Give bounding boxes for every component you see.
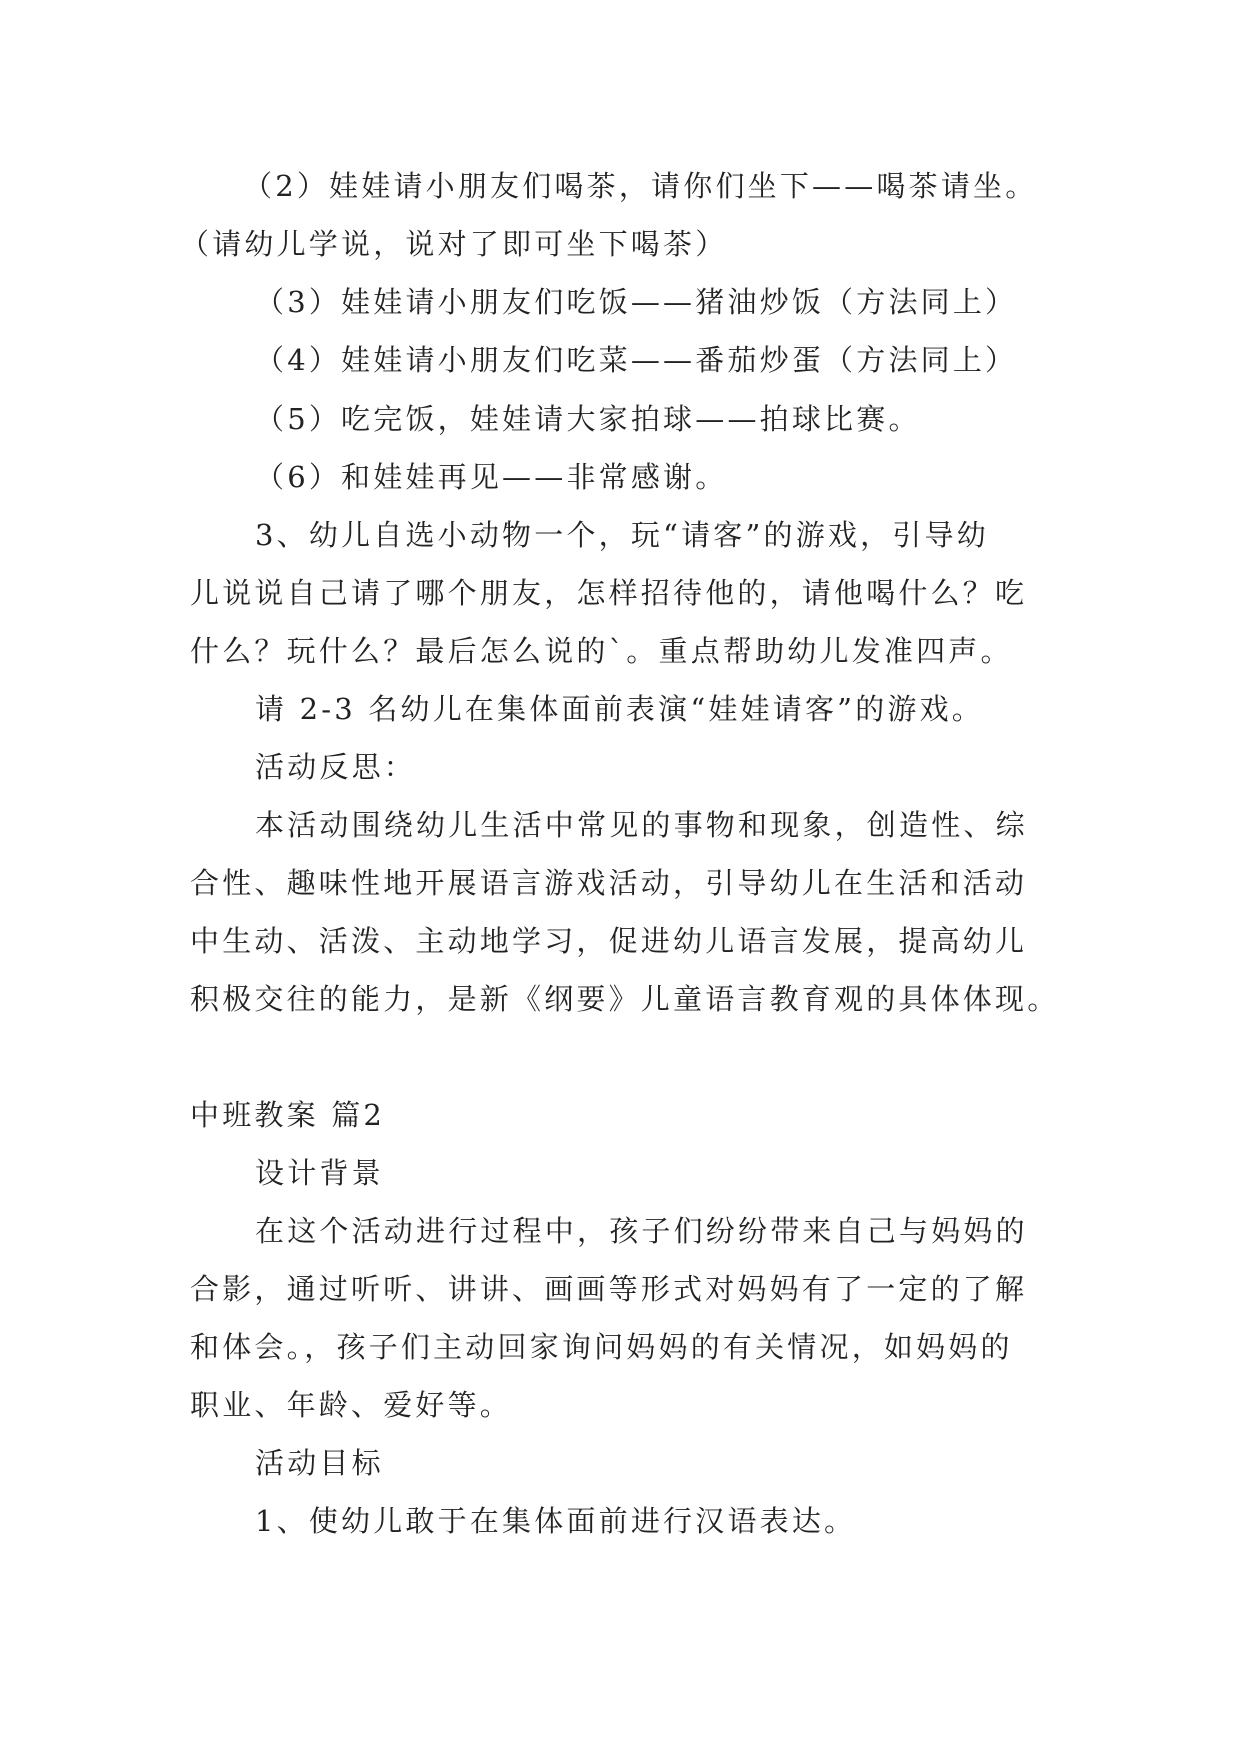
section-title: 中班教案 篇2 — [190, 1098, 386, 1132]
step-2-line: （2）娃娃请小朋友们喝茶，请你们坐下——喝茶请坐。 — [243, 169, 1038, 203]
step-4-line: （4）娃娃请小朋友们吃菜——番茄炒蛋（方法同上） — [255, 343, 1018, 377]
background-line-3: 和体会。，孩子们主动回家询问妈妈的有关情况，如妈妈的 — [190, 1330, 1013, 1364]
design-background-heading: 设计背景 — [255, 1156, 384, 1190]
step-2-note-line: （请幼儿学说，说对了即可坐下喝茶） — [180, 227, 728, 261]
step-5-line: （5）吃完饭，娃娃请大家拍球——拍球比赛。 — [255, 402, 921, 436]
paragraph-3-line-1: 3、幼儿自选小动物一个，玩“请客”的游戏，引导幼 — [255, 518, 989, 552]
background-line-4: 职业、年龄、爱好等。 — [190, 1388, 513, 1422]
reflection-line-4: 积极交往的能力，是新《纲要》儿童语言教育观的具体体现。 — [190, 982, 1060, 1016]
reflection-line-2: 合性、趣味性地开展语言游戏活动，引导幼儿在生活和活动 — [190, 866, 1028, 900]
reflection-line-1: 本活动围绕幼儿生活中常见的事物和现象，创造性、综 — [255, 808, 1028, 842]
paragraph-3-line-3: 什么？玩什么？最后怎么说的`。重点帮助幼儿发准四声。 — [190, 634, 1013, 668]
goal-1-line: 1、使幼儿敢于在集体面前进行汉语表达。 — [255, 1504, 857, 1538]
background-line-1: 在这个活动进行过程中，孩子们纷纷带来自己与妈妈的 — [255, 1214, 1028, 1248]
step-3-line: （3）娃娃请小朋友们吃饭——猪油炒饭（方法同上） — [255, 285, 1018, 319]
reflection-line-3: 中生动、活泼、主动地学习，促进幼儿语言发展，提高幼儿 — [190, 924, 1028, 958]
background-line-2: 合影，通过听听、讲讲、画画等形式对妈妈有了一定的了解 — [190, 1272, 1028, 1306]
paragraph-3-line-2: 儿说说自己请了哪个朋友，怎样招待他的，请他喝什么？吃 — [190, 576, 1028, 610]
performance-line: 请 2-3 名幼儿在集体面前表演“娃娃请客”的游戏。 — [255, 692, 984, 726]
step-6-line: （6）和娃娃再见——非常感谢。 — [255, 460, 728, 494]
reflection-heading: 活动反思： — [255, 750, 417, 784]
activity-goals-heading: 活动目标 — [255, 1446, 384, 1480]
